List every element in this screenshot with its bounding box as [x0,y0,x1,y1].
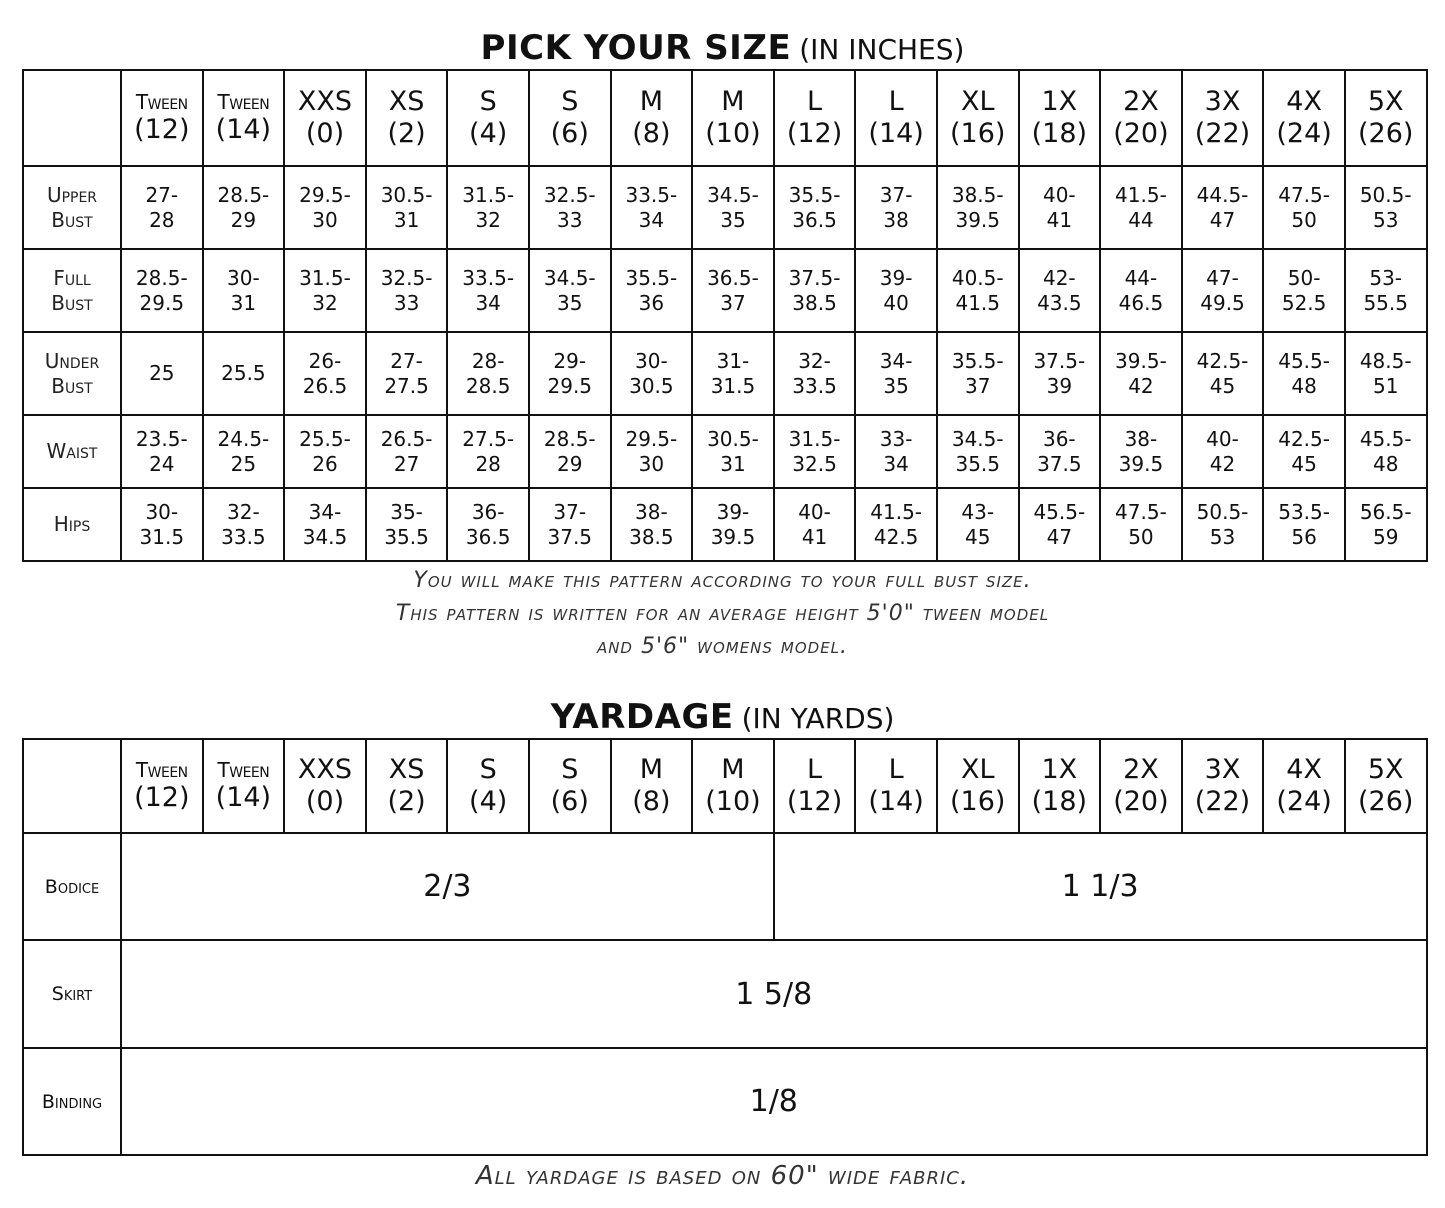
measurement-cell: 25.5 [203,332,285,415]
measurement-cell: 38- 39.5 [1100,415,1182,488]
measurement-cell: 34.5- 35 [692,166,774,249]
yardage-size-header [774,739,856,833]
measurement-cell: 38.5- 39.5 [937,166,1019,249]
measurement-cell: 34.5- 35 [529,249,611,332]
measurement-cell: 31.5- 32 [284,249,366,332]
size-size-header [1182,70,1264,166]
measurement-cell: 28.5- 29.5 [121,249,203,332]
measurement-cell: 41.5- 44 [1100,166,1182,249]
yardage-row-skirt [23,940,1427,1048]
measurement-cell: 47.5- 50 [1263,166,1345,249]
measurement-label: Hips [23,488,121,561]
measurement-cell: 44.5- 47 [1182,166,1264,249]
size-number: (6) [550,117,589,149]
size-name: 4X [1286,754,1322,786]
size-name: XS [388,754,425,786]
size-name: Tween [217,89,270,114]
size-number: (18) [1031,785,1088,817]
yardage-size-header [1263,739,1345,833]
measurement-cell: 53.5- 56 [1263,488,1345,561]
yardage-chart-title-main: YARDAGE [550,697,734,737]
measurement-cell: 56.5- 59 [1345,488,1427,561]
size-number: (10) [705,117,761,149]
measurement-cell: 28.5- 29 [203,166,285,249]
measurement-cell: 28- 28.5 [447,332,529,415]
measurement-cell: 39- 39.5 [692,488,774,561]
size-number: (22) [1194,117,1251,149]
size-corner-cell [23,70,121,166]
measurement-cell: 44- 46.5 [1100,249,1182,332]
yardage-chart-table [22,738,1428,1156]
measurement-cell: 33.5- 34 [447,249,529,332]
measurement-cell: 27- 27.5 [366,332,448,415]
binding-yardage: 1/8 [121,1048,1427,1155]
size-number: (0) [305,785,345,817]
size-name: XXS [297,754,353,786]
size-name: L [807,754,823,786]
size-name: 2X [1123,754,1159,786]
measurement-cell: 36- 37.5 [1019,415,1101,488]
measurement-cell: 29.5- 30 [284,166,366,249]
size-number: (12) [786,785,843,817]
measurement-cell: 45.5- 47 [1019,488,1101,561]
measurement-label: Waist [23,415,121,488]
measurement-cell: 34- 34.5 [284,488,366,561]
measurement-cell: 47- 49.5 [1182,249,1264,332]
measurement-cell: 39- 40 [855,249,937,332]
measurement-row [23,488,1427,561]
size-number: (8) [632,117,671,149]
size-note-line: You will make this pattern according to your full bust size. [413,568,1032,593]
size-number: (0) [305,117,345,149]
measurement-cell: 37- 37.5 [529,488,611,561]
measurement-cell: 43- 45 [937,488,1019,561]
size-name: S [479,754,497,786]
size-note-line: and 5'6" womens model. [596,634,849,659]
measurement-cell: 35.5- 36 [611,249,693,332]
size-number: (6) [550,785,589,817]
size-chart-title [0,28,1445,68]
size-name: XL [960,86,995,118]
measurement-cell: 47.5- 50 [1100,488,1182,561]
measurement-cell: 37- 38 [855,166,937,249]
yardage-header-row [23,739,1427,833]
measurement-row [23,166,1427,249]
size-name: L [807,86,823,118]
size-name: Tween [135,89,188,114]
size-name: S [561,86,579,118]
measurement-cell: 37.5- 39 [1019,332,1101,415]
measurement-cell: 26- 26.5 [284,332,366,415]
size-name: M [721,754,745,786]
size-number: (12) [134,113,190,145]
measurement-cell: 45.5- 48 [1263,332,1345,415]
size-size-header [774,70,856,166]
measurement-cell: 32.5- 33 [366,249,448,332]
measurement-cell: 31- 31.5 [692,332,774,415]
yardage-chart-title-unit: (IN YARDS) [741,702,895,735]
size-number: (12) [786,117,843,149]
size-number: (12) [134,781,190,813]
measurement-cell: 29.5- 30 [611,415,693,488]
row-label-bodice: Bodice [23,833,121,940]
yardage-size-header [611,739,693,833]
measurement-cell: 34.5- 35.5 [937,415,1019,488]
measurement-cell: 32- 33.5 [774,332,856,415]
size-number: (18) [1031,117,1088,149]
size-number: (20) [1113,785,1169,817]
row-label-binding: Binding [23,1048,121,1155]
measurement-cell: 48.5- 51 [1345,332,1427,415]
measurement-cell: 29- 29.5 [529,332,611,415]
size-number: (4) [469,785,508,817]
measurement-cell: 25.5- 26 [284,415,366,488]
size-name: XS [388,86,425,118]
size-number: (26) [1357,117,1414,149]
size-name: M [639,754,663,786]
row-label-skirt: Skirt [23,940,121,1048]
measurement-cell: 35.5- 36.5 [774,166,856,249]
size-name: Tween [217,757,270,782]
bodice-yardage-large: 1 1/3 [774,833,1427,940]
size-name: M [639,86,663,118]
size-name: XXS [297,86,353,118]
yardage-row-binding [23,1048,1427,1155]
size-name: 2X [1123,86,1159,118]
measurement-label: Under Bust [23,332,121,415]
measurement-row [23,249,1427,332]
yardage-size-header [284,739,366,833]
size-number: (20) [1113,117,1169,149]
size-size-header [121,70,203,166]
size-size-header [692,70,774,166]
measurement-cell: 26.5- 27 [366,415,448,488]
size-number: (4) [469,117,508,149]
measurement-cell: 42.5- 45 [1182,332,1264,415]
measurement-cell: 30.5- 31 [366,166,448,249]
size-chart-title-unit: (IN INCHES) [799,33,965,66]
size-name: S [561,754,579,786]
size-number: (14) [868,117,924,149]
measurement-cell: 50.5- 53 [1345,166,1427,249]
size-number: (8) [632,785,671,817]
yardage-size-header [1182,739,1264,833]
size-name: 1X [1041,86,1078,118]
size-size-header [1345,70,1427,166]
size-name: Tween [135,757,188,782]
size-size-header [1100,70,1182,166]
measurement-cell: 38- 38.5 [611,488,693,561]
measurement-cell: 33- 34 [855,415,937,488]
yardage-size-header [1100,739,1182,833]
size-number: (24) [1276,785,1332,817]
size-size-header [1263,70,1345,166]
yardage-row-bodice [23,833,1427,940]
measurement-cell: 27.5- 28 [447,415,529,488]
size-number: (14) [868,785,924,817]
size-size-header [1019,70,1101,166]
measurement-cell: 50- 52.5 [1263,249,1345,332]
measurement-label: Upper Bust [23,166,121,249]
size-note-line: This pattern is written for an average height 5'0" tween model [395,601,1050,626]
yardage-size-header [1019,739,1101,833]
size-size-header [447,70,529,166]
measurement-cell: 30- 31.5 [121,488,203,561]
measurement-cell: 35.5- 37 [937,332,1019,415]
yardage-size-header [1345,739,1427,833]
size-number: (10) [705,785,761,817]
yardage-size-header [121,739,203,833]
size-number: (24) [1276,117,1332,149]
measurement-cell: 32.5- 33 [529,166,611,249]
measurement-row [23,332,1427,415]
measurement-cell: 34- 35 [855,332,937,415]
size-name: 5X [1367,754,1404,786]
measurement-cell: 27- 28 [121,166,203,249]
size-number: (2) [387,785,426,817]
measurement-cell: 24.5- 25 [203,415,285,488]
measurement-cell: 50.5- 53 [1182,488,1264,561]
size-name: XL [960,754,995,786]
yardage-size-header [203,739,285,833]
size-name: 3X [1204,86,1241,118]
measurement-cell: 40- 41 [1019,166,1101,249]
measurement-cell: 42.5- 45 [1263,415,1345,488]
size-name: L [888,754,904,786]
size-size-header [937,70,1019,166]
bodice-yardage-small: 2/3 [121,833,774,940]
size-name: S [479,86,497,118]
yardage-corner-cell [23,739,121,833]
size-number: (16) [950,117,1006,149]
size-chart-table [22,69,1428,562]
size-name: 3X [1204,754,1241,786]
measurement-cell: 37.5- 38.5 [774,249,856,332]
yardage-size-header [692,739,774,833]
size-number: (26) [1357,785,1414,817]
measurement-cell: 28.5- 29 [529,415,611,488]
size-size-header [611,70,693,166]
size-name: 1X [1041,754,1078,786]
size-name: L [888,86,904,118]
yardage-note: All yardage is based on 60" wide fabric. [475,1161,970,1191]
measurement-cell: 45.5- 48 [1345,415,1427,488]
measurement-cell: 25 [121,332,203,415]
measurement-row [23,415,1427,488]
yardage-size-header [855,739,937,833]
measurement-cell: 32- 33.5 [203,488,285,561]
measurement-cell: 40.5- 41.5 [937,249,1019,332]
yardage-size-header [366,739,448,833]
size-size-header [855,70,937,166]
yardage-size-header [529,739,611,833]
measurement-cell: 30- 30.5 [611,332,693,415]
size-size-header [203,70,285,166]
size-number: (16) [950,785,1006,817]
size-name: M [721,86,745,118]
measurement-label: Full Bust [23,249,121,332]
measurement-cell: 36.5- 37 [692,249,774,332]
size-number: (14) [215,113,272,145]
size-name: 4X [1286,86,1322,118]
measurement-cell: 42- 43.5 [1019,249,1101,332]
measurement-cell: 39.5- 42 [1100,332,1182,415]
measurement-cell: 40- 41 [774,488,856,561]
measurement-cell: 23.5- 24 [121,415,203,488]
size-size-header [366,70,448,166]
measurement-cell: 36- 36.5 [447,488,529,561]
measurement-cell: 30.5- 31 [692,415,774,488]
yardage-chart-title [0,697,1445,737]
size-chart-note [0,564,1445,663]
size-chart-title-main: PICK YOUR SIZE [480,28,792,68]
yardage-size-header [937,739,1019,833]
size-header-row [23,70,1427,166]
measurement-cell: 31.5- 32.5 [774,415,856,488]
measurement-cell: 35- 35.5 [366,488,448,561]
measurement-cell: 33.5- 34 [611,166,693,249]
size-name: 5X [1367,86,1404,118]
measurement-cell: 40- 42 [1182,415,1264,488]
measurement-cell: 53- 55.5 [1345,249,1427,332]
measurement-cell: 31.5- 32 [447,166,529,249]
size-size-header [529,70,611,166]
size-number: (2) [387,117,426,149]
skirt-yardage: 1 5/8 [121,940,1427,1048]
size-size-header [284,70,366,166]
measurement-cell: 41.5- 42.5 [855,488,937,561]
yardage-size-header [447,739,529,833]
size-number: (22) [1194,785,1251,817]
size-number: (14) [215,781,272,813]
measurement-cell: 30- 31 [203,249,285,332]
